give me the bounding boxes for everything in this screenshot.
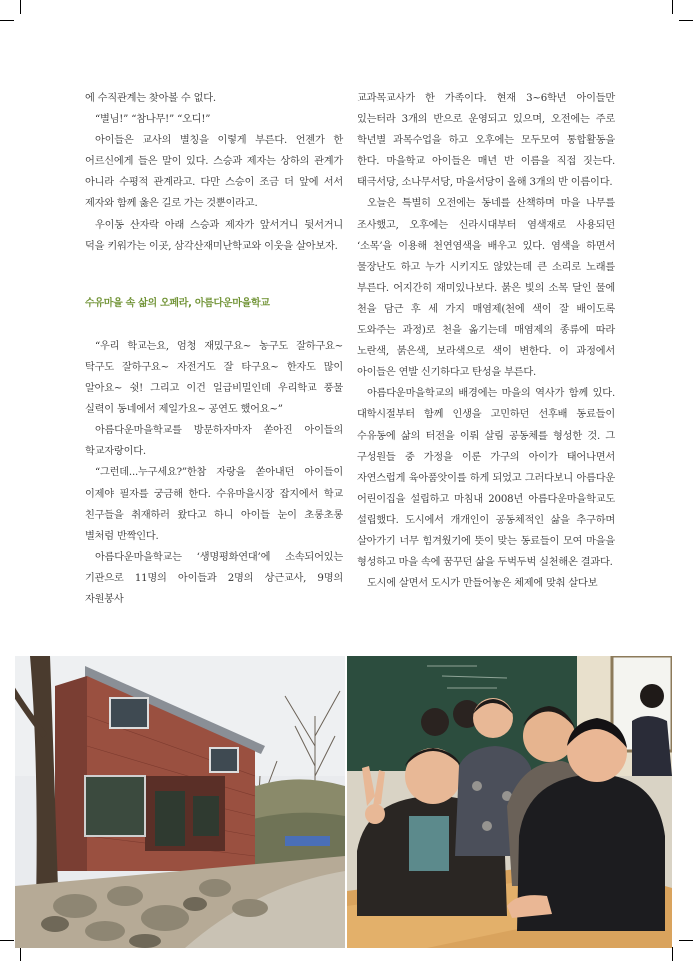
students-photo-icon bbox=[347, 656, 672, 948]
paragraph: 에 수직관계는 찾아볼 수 없다. bbox=[85, 93, 216, 104]
paragraph: 아이들은 교사의 별칭을 이렇게 부른다. 언젠가 한 어르신에게 들은 말이 있다. 스승과 제자는 상하의 관계가 아니라 수평적 관계라고. 다만 스승이 조금 더 앞에 서서 제자와 함께 옳은 길로 가는 것뿐이라고. bbox=[85, 135, 343, 210]
paragraph: 아름다운마을학교의 배경에는 마을의 역사가 함께 있다. 대학시절부터 함께 인생을 고민하던 선후배 동료들이 수유동에 삶의 터전을 이뤄 살림 공동체를 형성한 것. 그 구성원들 중 가정을 이룬 가구의 아이가 태어나면서 자연스럽게 육아품앗이를 하게 되었고 그러다보니 아름다운 어린이집을 설립하고 마침내 2008년 아름다운마을학교도 설립했다. 도시에서 개개인이 공동체적인 삶을 추구하며 살아가기 너무 힘겨웠기에 뜻이 맞는 동료들이 모여 마을을 형성하고 마을 속에 꿈꾸던 삶을 두벅두벅 실천해온 결과다. bbox=[357, 388, 615, 569]
paragraph: 아름다운마을학교는 ‘생명평화연대’에 소속되어있는 기관으로 11명의 아이들과 2명의 상근교사, 9명의 자원봉사 bbox=[85, 551, 343, 605]
right-text-column bbox=[357, 88, 615, 594]
crop-mark bbox=[672, 0, 673, 14]
paragraph: 도시에 살면서 도시가 만들어놓은 체제에 맞춰 살다보 bbox=[367, 578, 598, 590]
paragraph: 오늘은 특별히 오전에는 동네를 산책하며 마을 나무를 조사했고, 오후에는 신라시대부터 염색재로 사용되던 ‘소목’을 이용해 천연염색을 배우고 있다. 염색을 하면서 물장난도 하고 누가 시키지도 않았는데 큰 소리로 노래를 부른다. 어지간히 재미있나보다. 붉은 빛의 소목 달인 물에 천을 담근 후 세 가지 매염제(천에 색이 잘 배이도록 도와주는 과정)로 천을 옮기는데 매염제의 종류에 따라 노란색, 붉은색, 보라색으로 색이 변한다. 이 과정에서 아이들은 연발 신기하다고 탄성을 부른다. bbox=[357, 198, 615, 379]
crop-mark bbox=[20, 947, 21, 961]
left-text-column bbox=[85, 88, 343, 610]
students-photo bbox=[347, 656, 672, 948]
paragraph: “별님!” “참나무!” “오디!” bbox=[95, 114, 211, 126]
crop-mark bbox=[20, 0, 21, 14]
paragraph: 우이동 산자락 아래 스승과 제자가 앞서거니 뒷서거니 덕을 키워가는 이곳, 삼각산재미난학교와 이웃을 살아보자. bbox=[85, 219, 343, 252]
section-heading: 수유마을 속 삶의 오페라, 아름다운마을학교 bbox=[85, 297, 270, 309]
crop-mark bbox=[679, 940, 693, 941]
house-photo bbox=[15, 656, 345, 948]
crop-mark bbox=[0, 940, 14, 941]
paragraph: “그런데...누구세요?”한참 자랑을 쏟아내던 아이들이 이제야 필자를 궁금해 한다. 수유마을시장 잡지에서 학교 친구들을 취재하러 왔다고 하니 아이들 눈이 초롱초롱 별처럼 반짝인다. bbox=[85, 467, 343, 542]
crop-mark bbox=[672, 947, 673, 961]
paragraph: “우리 학교는요, 엄청 재밌구요~ 농구도 잘하구요~ 탁구도 잘하구요~ 자전거도 잘 타구요~ 한자도 많이 알아요~ 쉿! 그리고 이건 일급비밀인데 우리학교 풍물 실력이 동네에서 제일가요~ 공연도 했어요~” bbox=[85, 340, 343, 416]
paragraph: 교과목교사가 한 가족이다. 현재 3~6학년 아이들만 있는터라 3개의 반으로 운영되고 있으며, 오전에는 주로 학년별 과목수업을 하고 오후에는 모두모여 통합활동을 한다. 마을학교 아이들은 매년 반 이름을 직접 짓는다. 태극서당, 소나무서당, 마을서당이 올해 3개의 반 이름이다. bbox=[357, 93, 615, 189]
crop-mark bbox=[0, 20, 14, 21]
house-photo-icon bbox=[15, 656, 345, 948]
crop-mark bbox=[679, 20, 693, 21]
paragraph: 아름다운마을학교를 방문하자마자 쏟아진 아이들의 학교자랑이다. bbox=[85, 425, 343, 458]
